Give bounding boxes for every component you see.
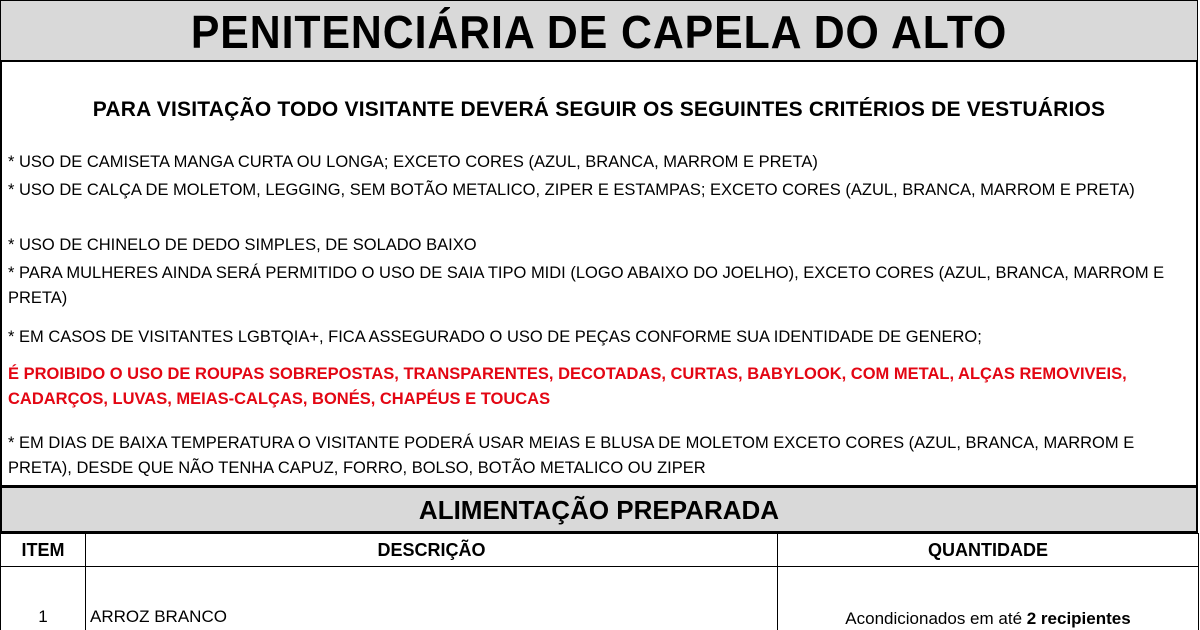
table-row bbox=[1, 567, 1199, 630]
title-banner bbox=[0, 0, 1198, 62]
dress-code-section bbox=[0, 62, 1198, 485]
rule-shirt: * USO DE CAMISETA MANGA CURTA OU LONGA; EXCETO CORES (AZUL, BRANCA, MARROM E PRETA) bbox=[8, 153, 818, 171]
table-header-row bbox=[1, 534, 1199, 567]
rule-cold-weather: * EM DIAS DE BAIXA TEMPERATURA O VISITANTE PODERÁ USAR MEIAS E BLUSA DE MOLETOM EXCETO CORES (AZUL, BRANCA, MARROM E PRETA), DESDE QUE NÃO TENHA CAPUZ, FORRO, BOLSO, BOTÃO METALICO OU ZIPER bbox=[8, 434, 1135, 477]
food-table bbox=[0, 533, 1199, 630]
rule-sandals: * USO DE CHINELO DE DEDO SIMPLES, DE SOLADO BAIXO bbox=[8, 236, 477, 254]
dress-code-heading: PARA VISITAÇÃO TODO VISITANTE DEVERÁ SEGUIR OS SEGUINTES CRITÉRIOS DE VESTUÁRIOS bbox=[92, 98, 1106, 121]
item-quantity bbox=[778, 567, 1199, 630]
item-description: ARROZ BRANCO bbox=[86, 567, 778, 630]
column-header-quantity: QUANTIDADE bbox=[778, 534, 1199, 567]
food-section-title: ALIMENTAÇÃO PREPARADA bbox=[0, 485, 1198, 533]
quantity-text: Acondicionados em até bbox=[845, 609, 1027, 628]
rule-pants: * USO DE CALÇA DE MOLETOM, LEGGING, SEM BOTÃO METALICO, ZIPER E ESTAMPAS; EXCETO CORES (AZUL, BRANCA, MARROM E PRETA) bbox=[8, 181, 1135, 199]
column-header-item: ITEM bbox=[1, 534, 86, 567]
prohibited-clothing-notice: É PROIBIDO O USO DE ROUPAS SOBREPOSTAS, TRANSPARENTES, DECOTADAS, CURTAS, BABYLOOK, COM METAL, ALÇAS REMOVIVEIS, CADARÇOS, LUVAS, MEIAS-CALÇAS, BONÉS, CHAPÉUS E TOUCAS bbox=[8, 365, 1127, 408]
quantity-emphasis: 2 recipientes bbox=[1026, 609, 1131, 628]
rule-skirt: * PARA MULHERES AINDA SERÁ PERMITIDO O USO DE SAIA TIPO MIDI (LOGO ABAIXO DO JOELHO), EXCETO CORES (AZUL, BRANCA, MARROM E PRETA) bbox=[8, 264, 1165, 307]
column-header-description: DESCRIÇÃO bbox=[86, 534, 778, 567]
item-number: 1 bbox=[1, 567, 86, 630]
rule-lgbtqia: * EM CASOS DE VISITANTES LGBTQIA+, FICA ASSEGURADO O USO DE PEÇAS CONFORME SUA IDENTIDADE DE GENERO; bbox=[8, 328, 982, 346]
page-title: PENITENCIÁRIA DE CAPELA DO ALTO bbox=[190, 6, 1008, 58]
